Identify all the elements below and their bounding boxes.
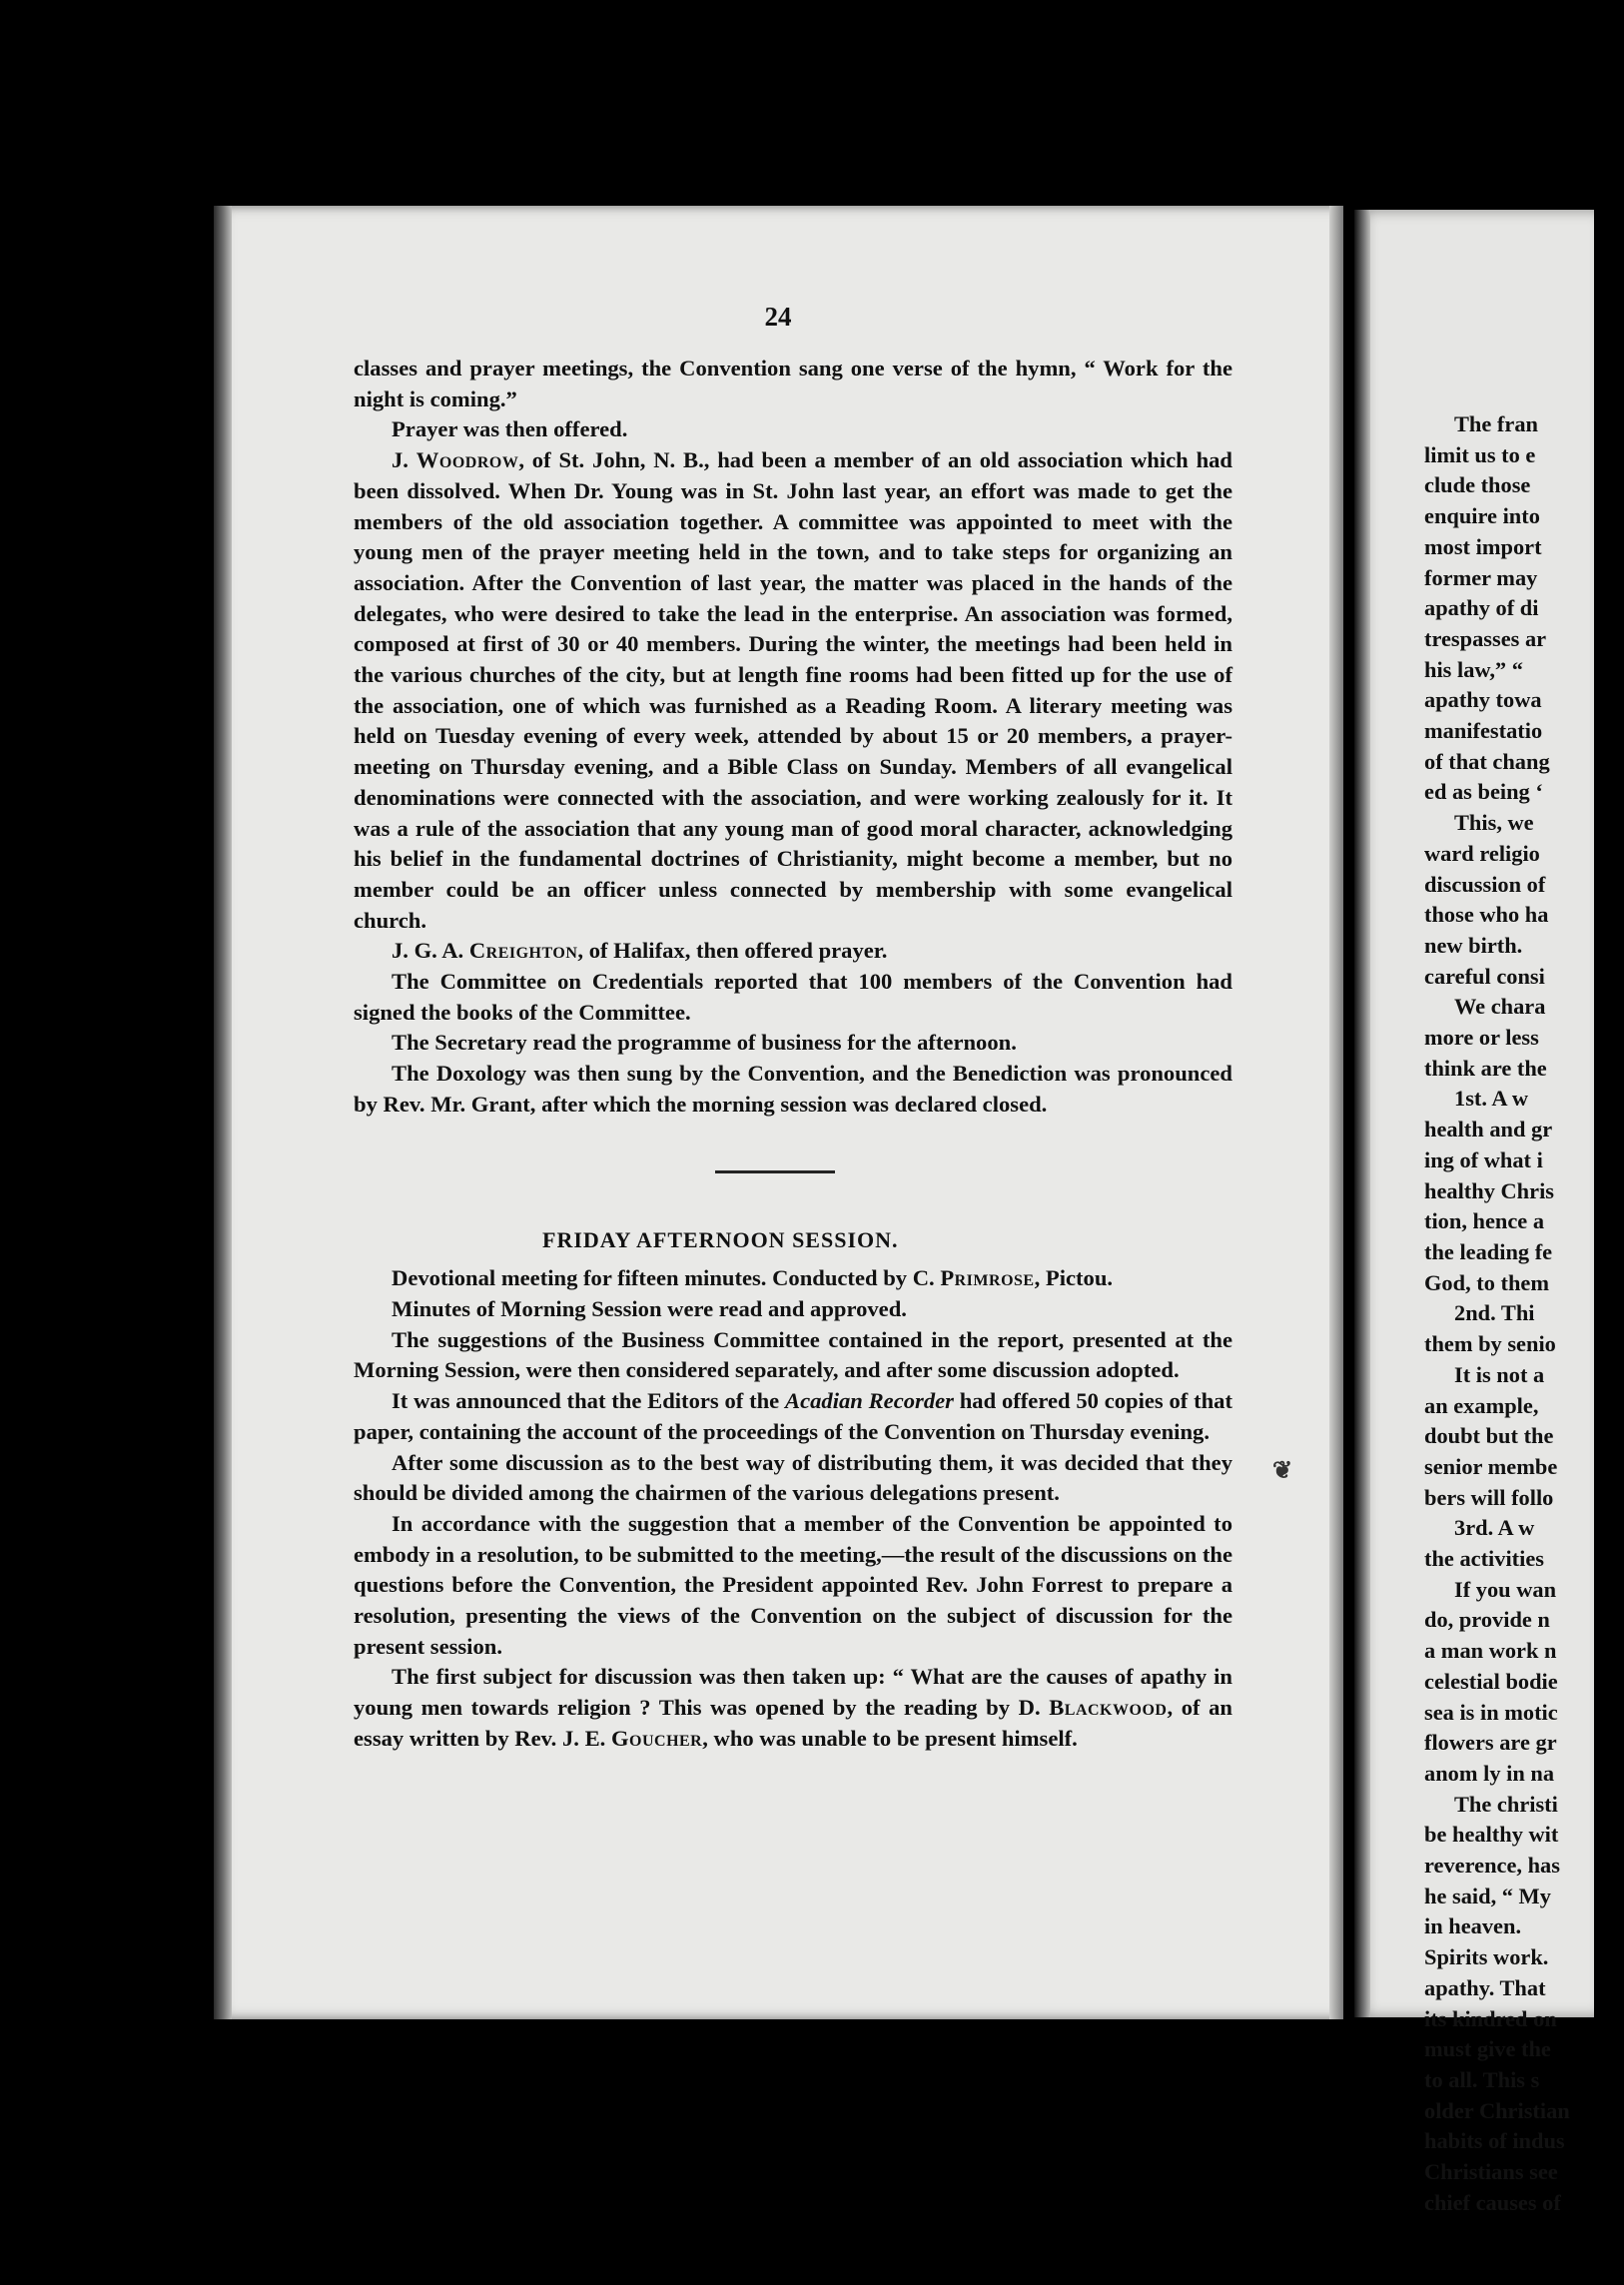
right-page-line: apathy. That bbox=[1424, 1974, 1546, 2000]
right-page-line: sea is in motic bbox=[1424, 1699, 1558, 1725]
italic-title: Acadian Recorder bbox=[785, 1388, 954, 1414]
right-page-line: to all. This s bbox=[1424, 2066, 1540, 2092]
paragraph bbox=[354, 1028, 1232, 1059]
text-run: J. bbox=[392, 447, 416, 473]
right-page-line: apathy towa bbox=[1424, 687, 1542, 713]
right-page-line: new birth. bbox=[1424, 932, 1523, 958]
right-page-line: ward religio bbox=[1424, 840, 1540, 866]
paragraph bbox=[354, 1294, 1232, 1325]
text-run: The Doxology was then sung by the Convention, and the Benediction was pronounced by Rev. Mr. Grant, after which the morning session was declared closed. bbox=[354, 1061, 1232, 1117]
right-page-line: an example, bbox=[1424, 1392, 1539, 1418]
right-page-line: We chara bbox=[1454, 994, 1546, 1020]
paragraph bbox=[354, 354, 1232, 414]
text-run: Minutes of Morning Session were read and approved. bbox=[392, 1295, 907, 1321]
right-page-line: its kindred on bbox=[1424, 2005, 1557, 2031]
right-page-line: of that chang bbox=[1424, 748, 1550, 774]
ink-blot: ❦ bbox=[1272, 1458, 1293, 1484]
right-page-line: celestial bodie bbox=[1424, 1668, 1558, 1694]
right-page-line: trespasses ar bbox=[1424, 625, 1547, 651]
name-smallcaps: Primrose bbox=[940, 1265, 1035, 1291]
right-page-line: ing of what i bbox=[1424, 1146, 1543, 1172]
text-run: , who was unable to be present himself. bbox=[702, 1725, 1078, 1751]
right-page-line: apathy of di bbox=[1424, 595, 1539, 621]
left-page bbox=[214, 206, 1343, 2019]
text-run: Prayer was then offered. bbox=[392, 416, 628, 442]
right-page-line: chief causes of bbox=[1424, 2189, 1561, 2215]
text-run: The Secretary read the programme of business for the afternoon. bbox=[392, 1030, 1017, 1056]
right-page-line: healthy Chris bbox=[1424, 1177, 1555, 1203]
paragraph bbox=[354, 1448, 1232, 1509]
right-page-line: Spirits work. bbox=[1424, 1944, 1549, 1970]
right-page-text bbox=[1424, 409, 1624, 2218]
right-page-line: ed as being ‘ bbox=[1424, 779, 1543, 805]
right-page-line: careful consi bbox=[1424, 963, 1545, 989]
name-smallcaps: Creighton bbox=[468, 938, 578, 964]
right-page-line: the activities bbox=[1424, 1546, 1544, 1572]
right-page-line: If you wan bbox=[1454, 1576, 1557, 1602]
name-smallcaps: Woodrow bbox=[415, 447, 519, 473]
afternoon-session-text bbox=[354, 1263, 1232, 1754]
text-run: The Committee on Credentials reported that 100 members of the Convention had signed the books of the Committee. bbox=[354, 969, 1232, 1025]
right-page-line: God, to them bbox=[1424, 1269, 1550, 1295]
right-page-line: Christians see bbox=[1424, 2159, 1558, 2185]
paragraph bbox=[354, 1662, 1232, 1754]
right-page-line: health and gr bbox=[1424, 1117, 1553, 1142]
right-page-line: former may bbox=[1424, 564, 1538, 590]
text-run: had offered 50 copies of that paper, containing the account of the proceedings of the Convention on Thursday evening. bbox=[354, 1388, 1232, 1444]
right-page-fragment bbox=[1354, 210, 1594, 2215]
right-page-line: more or less bbox=[1424, 1025, 1539, 1051]
paragraph bbox=[354, 936, 1232, 967]
text-run: classes and prayer meetings, the Convention sang one verse of the hymn, “ Work for the night is coming.” bbox=[354, 356, 1232, 411]
right-page-line: anom ly in na bbox=[1424, 1760, 1555, 1786]
text-run: The first subject for discussion was then taken up: “ What are the causes of apathy in young men towards religion ? This was opened by the reading by D. bbox=[354, 1664, 1232, 1721]
right-page-line: a man work n bbox=[1424, 1638, 1557, 1664]
text-run: , of Halifax, then offered prayer. bbox=[577, 938, 888, 964]
right-page-line: reverence, has bbox=[1424, 1853, 1560, 1879]
page-number: 24 bbox=[764, 302, 792, 332]
right-page-line: It is not a bbox=[1454, 1361, 1545, 1387]
right-page-line: older Christian bbox=[1424, 2097, 1570, 2123]
right-page-line: be healthy wit bbox=[1424, 1822, 1559, 1848]
right-page-line: think are the bbox=[1424, 1055, 1547, 1081]
right-page-line: discussion of bbox=[1424, 871, 1546, 897]
text-run: , Pictou. bbox=[1034, 1265, 1114, 1291]
text-run: J. G. A. bbox=[392, 938, 469, 964]
paragraph bbox=[354, 445, 1232, 936]
right-page-line: The fran bbox=[1454, 411, 1538, 436]
page-gutter-shadow bbox=[214, 206, 232, 2019]
name-smallcaps: Goucher bbox=[610, 1725, 703, 1751]
right-page-line: the leading fe bbox=[1424, 1238, 1553, 1264]
right-page-line: flowers are gr bbox=[1424, 1730, 1557, 1756]
right-page-line: habits of indus bbox=[1424, 2128, 1565, 2154]
page-right-edge bbox=[1329, 206, 1343, 2019]
name-smallcaps: Blackwood bbox=[1049, 1695, 1168, 1721]
text-run: It was announced that the Editors of the bbox=[392, 1388, 785, 1414]
text-run: In accordance with the suggestion that a member of the Convention be appointed to embody in a resolution, to be submitted to the meeting,—the result of the discussions on the questions before the Convention, the President appointed Rev. John Forrest to prepare a resolution, presenting the views of the Convention on the subject of discussion for the present session. bbox=[354, 1510, 1232, 1659]
text-run: , of St. John, N. B., had been a member of an old association which had been dissolved. When Dr. Young was in St. John last year, an effort was made to get the members of the old association together. A committee was appointed to meet with the young men of the prayer meeting held in the town, and to take steps for organizing an association. After the Convention of last year, the matter was placed in the hands of the delegates, who were desired to take the lead in the enterprise. An association was formed, composed at first of 30 or 40 members. During the winter, the meetings had been held in the various churches of the city, but at length fine rooms had been fitted up for the use of the association, one of which was furnished as a Reading Room. A literary meeting was held on Tuesday evening of every week, attended by about 15 or 20 members, a prayer-meeting on Thursday evening, and a Bible Class on Sunday. Members of all evangelical denominations were connected with the association, and were working zealously for it. It was a rule of the association that any young man of good moral character, acknowledging his belief in the fundamental doctrines of Christianity, might become a member, but no member could be an officer unless connected by membership with some evangelical church. bbox=[354, 447, 1232, 933]
body-text bbox=[354, 354, 1232, 1755]
morning-session-text bbox=[354, 354, 1232, 1121]
paragraph bbox=[354, 1325, 1232, 1386]
text-run: The suggestions of the Business Committee contained in the report, presented at the Morning Session, were then considered separately, and after some discussion adopted. bbox=[354, 1326, 1232, 1383]
right-page-line: 3rd. A w bbox=[1454, 1515, 1535, 1541]
paragraph bbox=[354, 1263, 1232, 1294]
right-page-line: bers will follo bbox=[1424, 1484, 1554, 1510]
right-page-line: in heaven. bbox=[1424, 1913, 1522, 1939]
right-page-line: 1st. A w bbox=[1454, 1086, 1529, 1112]
paragraph bbox=[354, 1386, 1232, 1447]
paragraph bbox=[354, 1059, 1232, 1120]
text-run: Devotional meeting for fifteen minutes. Conducted by C. bbox=[392, 1265, 941, 1291]
right-page-line: his law,” “ bbox=[1424, 656, 1523, 682]
right-page-line: must give the bbox=[1424, 2036, 1551, 2062]
text-run: After some discussion as to the best way of distributing them, it was decided that they should be divided among the chairmen of the various delegations present. bbox=[354, 1449, 1232, 1506]
text-run: , of an essay written by Rev. J. E. bbox=[354, 1695, 1232, 1751]
paragraph bbox=[354, 414, 1232, 445]
right-page-line: those who ha bbox=[1424, 902, 1549, 928]
right-page-line: 2nd. Thi bbox=[1454, 1300, 1535, 1326]
right-page-gutter-shadow bbox=[1354, 210, 1370, 2017]
right-page-line: most import bbox=[1424, 533, 1542, 559]
right-page-line: tion, hence a bbox=[1424, 1208, 1545, 1234]
right-page-line: clude those bbox=[1424, 472, 1531, 498]
right-page-line: senior membe bbox=[1424, 1453, 1558, 1479]
paragraph bbox=[354, 1509, 1232, 1663]
paragraph bbox=[354, 967, 1232, 1028]
right-page-line: do, provide n bbox=[1424, 1607, 1550, 1633]
right-page-line: The christi bbox=[1454, 1791, 1558, 1817]
right-page-line: them by senio bbox=[1424, 1331, 1556, 1357]
right-page-line: manifestatio bbox=[1424, 718, 1543, 744]
section-heading: FRIDAY AFTERNOON SESSION. bbox=[542, 1226, 899, 1252]
right-page-line: enquire into bbox=[1424, 503, 1540, 529]
right-page-line: This, we bbox=[1454, 810, 1534, 836]
right-page-line: doubt but the bbox=[1424, 1423, 1554, 1449]
right-page-line: limit us to e bbox=[1424, 441, 1536, 467]
right-page-line: he said, “ My bbox=[1424, 1883, 1551, 1908]
section-divider bbox=[715, 1170, 835, 1173]
